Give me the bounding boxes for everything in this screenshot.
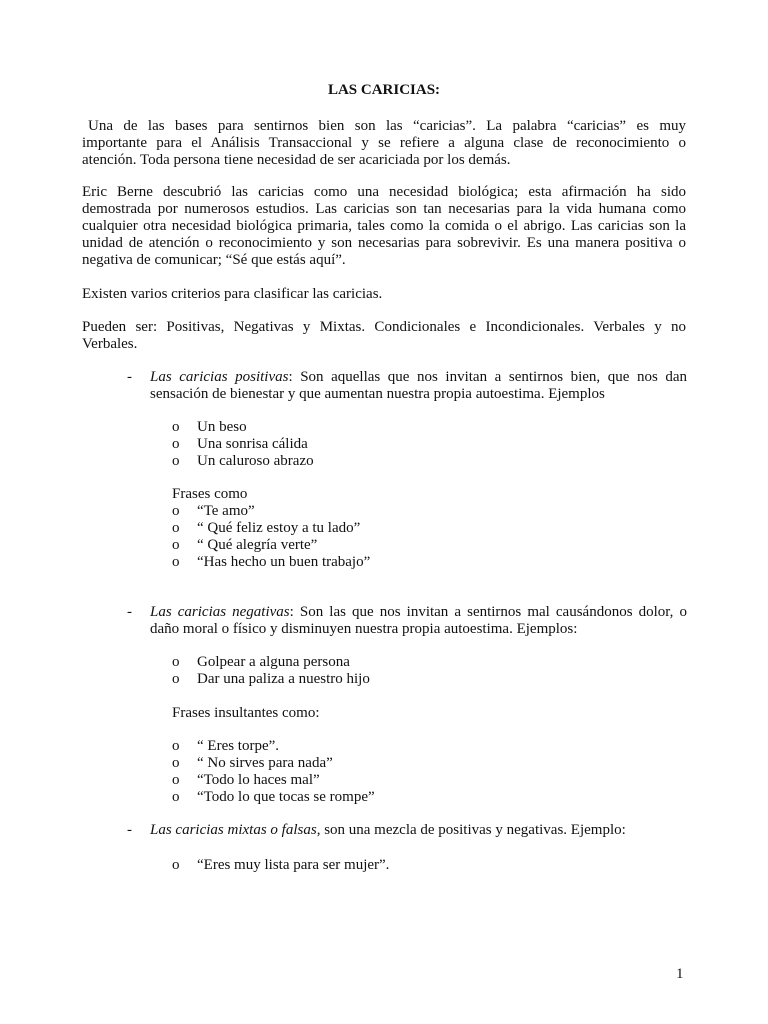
- paragraph-line: [150, 604, 687, 621]
- list-item: o “Te amo”: [172, 503, 255, 519]
- bullet-marker: o: [172, 654, 180, 670]
- negative-examples-list: [172, 654, 672, 688]
- list-item: o Dar una paliza a nuestro hijo: [172, 671, 370, 687]
- bullet-marker: o: [172, 772, 180, 788]
- dash-marker: -: [127, 822, 132, 838]
- list-item: o “Todo lo que tocas se rompe”: [172, 789, 375, 805]
- definition-text: : Son las que nos invitan a sentirnos mal causándonos dolor, o: [289, 604, 687, 620]
- list-item: o “Eres muy lista para ser mujer”.: [172, 857, 390, 873]
- paragraph-line: Verbales.: [82, 336, 138, 352]
- term-negativas: Las caricias negativas: [150, 604, 290, 620]
- bullet-marker: o: [172, 857, 180, 873]
- bullet-marker: o: [172, 755, 180, 771]
- list-item: o “ Eres torpe”.: [172, 738, 280, 754]
- paragraph-line: daño moral o físico y disminuyen nuestra propia autoestima. Ejemplos:: [150, 621, 578, 637]
- paragraph-line: [150, 369, 687, 386]
- berne-paragraph: [82, 184, 686, 269]
- bullet-marker: o: [172, 789, 180, 805]
- negative-phrases-list: [172, 738, 672, 806]
- positive-phrases-heading: Frases como: [172, 486, 248, 502]
- definition-text: : Son aquellas que nos invitan a sentirnos bien, que nos dan: [288, 369, 688, 385]
- list-item: o Un caluroso abrazo: [172, 453, 314, 469]
- mixed-examples-list: [172, 857, 672, 874]
- list-item: o “Todo lo haces mal”: [172, 772, 320, 788]
- page-number: 1: [676, 966, 684, 982]
- term-mixtas: Las caricias mixtas o falsas: [150, 822, 317, 838]
- paragraph-line: Una de las bases para sentirnos bien son las “caricias”. La palabra “caricias” es muy: [88, 118, 686, 134]
- paragraph-line: demostrada por numerosos estudios. Las caricias son tan necesarias para la vida humana como: [82, 201, 686, 217]
- bullet-marker: o: [172, 419, 180, 435]
- paragraph-line: [150, 822, 687, 839]
- bullet-marker: o: [172, 520, 180, 536]
- list-item: o “Has hecho un buen trabajo”: [172, 554, 371, 570]
- bullet-marker: o: [172, 554, 180, 570]
- bullet-marker: o: [172, 453, 180, 469]
- paragraph-line: Pueden ser: Positivas, Negativas y Mixtas. Condicionales e Incondicionales. Verbales y no: [82, 319, 686, 335]
- paragraph-line: unidad de atención o reconocimiento y son necesarias para sobrevivir. Es una manera positiva o: [82, 235, 686, 251]
- paragraph-line: negativa de comunicar; “Sé que estás aquí”.: [82, 252, 346, 268]
- paragraph-line: atención. Toda persona tiene necesidad de ser acariciada por los demás.: [82, 152, 511, 168]
- intro-paragraph: [82, 118, 686, 169]
- positive-examples-list: [172, 419, 672, 470]
- list-item: o “ Qué alegría verte”: [172, 537, 318, 553]
- types-paragraph: [82, 319, 686, 353]
- bullet-marker: o: [172, 537, 180, 553]
- paragraph-line: Eric Berne descubrió las caricias como una necesidad biológica; esta afirmación ha sido: [82, 184, 686, 200]
- paragraph-line: Existen varios criterios para clasificar las caricias.: [82, 286, 383, 302]
- positive-phrases-list: [172, 503, 672, 571]
- bullet-marker: o: [172, 671, 180, 687]
- list-item: o Un beso: [172, 419, 247, 435]
- paragraph-line: cualquier otra necesidad biológica primaria, tales como la comida o el abrigo. Las caricias son la: [82, 218, 686, 234]
- list-item: o “ Qué feliz estoy a tu lado”: [172, 520, 361, 536]
- document-title: LAS CARICIAS:: [327, 82, 441, 98]
- list-item: o “ No sirves para nada”: [172, 755, 333, 771]
- criteria-paragraph: [82, 286, 686, 303]
- list-item: o Golpear a alguna persona: [172, 654, 350, 670]
- term-positivas: Las caricias positivas: [150, 369, 289, 385]
- bullet-marker: o: [172, 503, 180, 519]
- dash-marker: -: [127, 604, 132, 620]
- paragraph-line: importante para el Análisis Transaccional y se refiere a alguna clase de reconocimiento o: [82, 135, 686, 151]
- paragraph-line: sensación de bienestar y que aumentan nuestra propia autoestima. Ejemplos: [150, 386, 605, 402]
- negative-phrases-heading: Frases insultantes como:: [172, 705, 320, 721]
- dash-marker: -: [127, 369, 132, 385]
- list-item: o Una sonrisa cálida: [172, 436, 308, 452]
- bullet-marker: o: [172, 738, 180, 754]
- definition-text: , son una mezcla de positivas y negativas. Ejemplo:: [316, 822, 626, 838]
- bullet-marker: o: [172, 436, 180, 452]
